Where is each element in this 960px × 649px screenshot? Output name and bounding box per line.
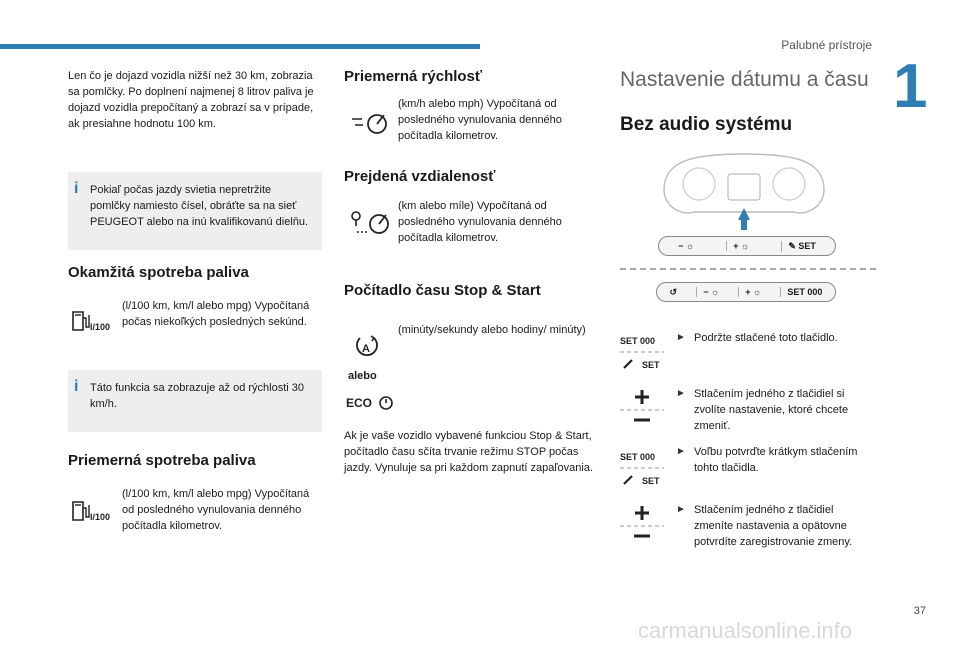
plus-button[interactable]: + ☼ [738,287,767,297]
or-label: alebo [348,370,377,382]
speedometer-icon [350,110,392,136]
arrow-icon: ► [676,332,686,343]
reset-button[interactable]: ↺ [669,286,678,297]
section-title-stop-start: Počítadlo času Stop & Start [344,282,541,299]
plus-button[interactable]: + ☼ [726,241,755,251]
set-button-icon [620,450,664,488]
dashes-intro-text: Len čo je dojazd vozidla nižší než 30 km, zobrazia sa pomlčky. Po doplnení najmenej 8 litrov paliva je dojazd vozidla prepočítaný a zobrazí sa v prípade, ak presiahne hodnotu 100 km. [68,70,314,130]
fuel-pump-icon [70,500,118,522]
note-text: Táto funkcia sa zobrazuje až od rýchlosti 30 km/h. [90,382,305,410]
watermark: carmanualsonline.info [638,618,853,643]
note-box-dashes [68,172,322,250]
step-4: ► Stlačením jedného z tlačidiel zmeníte nastavenia a opätovne potvrdíte zaregistrovanie zmeny. [676,504,853,548]
stop-start-units-text: (minúty/sekundy alebo hodiny/ minúty) [398,324,586,336]
svg-text:SET: SET [642,476,660,486]
arrow-icon: ► [676,446,686,457]
distance-text: (km alebo míle) Vypočítaná od posledného vynulovania denného počítadla kilometrov. [398,200,562,244]
set-button-icon [620,334,664,372]
note-text: Pokiaľ počas jazdy svietia nepretržite pomlčky namiesto čísel, obráťte sa na sieť PEUGEOT alebo na inú kvalifikovanú dielňu. [90,184,309,228]
arrow-icon: ► [676,388,686,399]
minus-button[interactable]: − ☼ [696,287,725,297]
eco-icon [346,392,394,412]
page-number: 37 [913,605,926,617]
minus-button[interactable]: − ☼ [678,241,695,251]
arrow-icon: ► [676,504,686,515]
section-title-distance: Prejdená vzdialenosť [344,168,496,185]
page-title: Nastavenie dátumu a času [620,68,869,91]
cluster-buttons-bar-alt [656,282,836,302]
instrument-cluster-illustration [654,150,834,230]
cluster-buttons-bar [658,236,836,256]
section-header: Palubné prístroje [781,38,872,52]
top-accent-bar [0,44,480,49]
fuel-pump-icon [70,310,118,332]
set000-button[interactable]: SET 000 [780,287,828,297]
svg-text:SET 000: SET 000 [620,452,656,462]
section-title-instant-consumption: Okamžitá spotreba paliva [68,264,249,281]
chapter-number: 1 [893,52,928,121]
plus-minus-icon [620,504,664,542]
note-box-speed [68,370,322,432]
page-subtitle: Bez audio systému [620,114,793,135]
icon-unit-label: l/100 [90,322,111,332]
distance-icon [350,208,392,238]
svg-text:SET: SET [642,360,660,370]
stop-start-description: Ak je vaše vozidlo vybavené funkciou Stop & Start, počítadlo času sčíta trvanie režimu STOP počas jazdy. Vynuluje sa pri každom zapnutí zapaľovania. [344,430,594,474]
svg-text:SET 000: SET 000 [620,336,656,346]
average-consumption-text: (l/100 km, km/l alebo mpg) Vypočítaná od posledného vynulovania denného počítadla kilometrov. [122,488,310,532]
plus-minus-icon [620,388,664,426]
step-3: ► Voľbu potvrďte krátkym stlačením tohto tlačidla. [676,446,858,474]
instant-consumption-text: (l/100 km, km/l alebo mpg) Vypočítaná počas niekoľkých posledných sekúnd. [122,300,310,328]
section-title-average-consumption: Priemerná spotreba paliva [68,452,256,469]
set-button[interactable]: ✎ SET [781,241,822,252]
step-2: ► Stlačením jedného z tlačidiel si zvolíte nastavenie, ktoré chcete zmeniť. [676,388,849,432]
eco-label: ECO [346,396,373,410]
step-1: ► Podržte stlačené toto tlačidlo. [676,332,838,344]
section-title-average-speed: Priemerná rýchlosť [344,68,483,85]
info-icon: i [74,180,79,197]
icon-unit-label: l/100 [90,512,111,522]
stop-start-a-icon [354,334,380,360]
svg-text:A: A [362,343,370,355]
average-speed-text: (km/h alebo mph) Vypočítaná od posledného vynulovania denného počítadla kilometrov. [398,98,562,142]
info-icon: i [74,378,79,395]
divider [620,268,876,270]
